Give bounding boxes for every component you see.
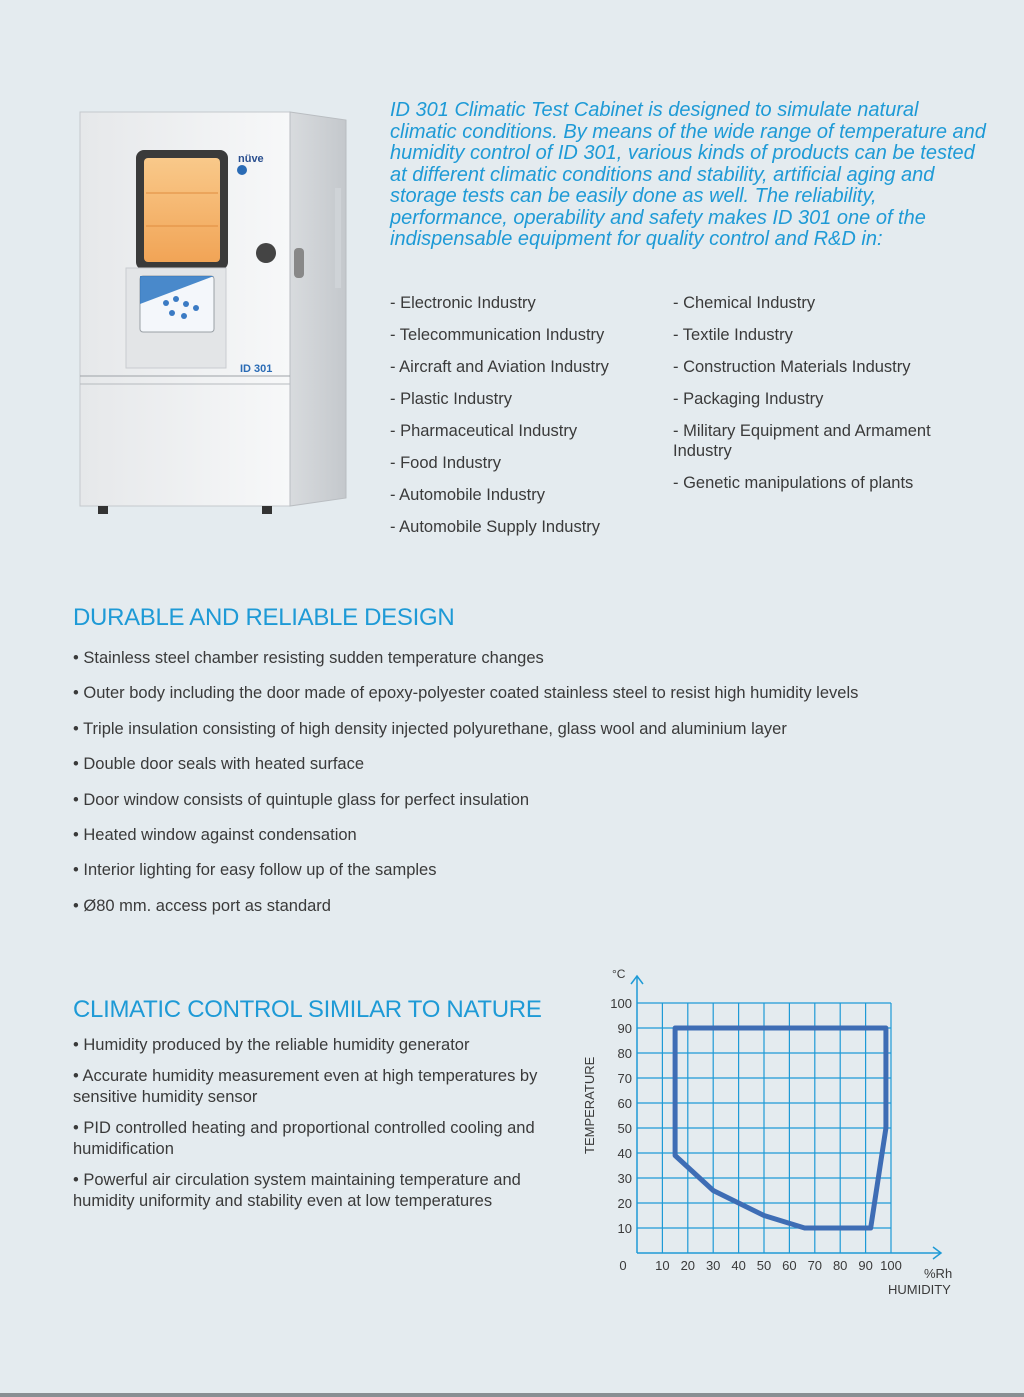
y-tick-label: 90 — [617, 1021, 632, 1036]
design-feature-item: • Interior lighting for easy follow up of the samples — [73, 861, 437, 880]
x-tick-label: 50 — [756, 1258, 772, 1273]
x-tick-label: 0 — [619, 1258, 627, 1273]
industry-item: - Textile Industry — [673, 326, 793, 344]
x-tick-label: 90 — [858, 1258, 873, 1273]
x-tick-label: 70 — [807, 1258, 823, 1273]
industry-item: - Automobile Industry — [390, 486, 545, 504]
model-label: ID 301 — [240, 363, 273, 375]
x-tick-label: 100 — [880, 1258, 902, 1273]
climate-feature-item: • Accurate humidity measurement even at high temperatures by sensitive humidity sensor — [73, 1066, 538, 1106]
climate-feature-list — [73, 1035, 553, 1222]
x-tick-label: 10 — [655, 1258, 670, 1273]
industry-item: - Automobile Supply Industry — [390, 518, 601, 536]
industry-item: - Electronic Industry — [390, 294, 536, 312]
industry-item: - Military Equipment and Armament Industry — [673, 422, 931, 460]
industry-item: - Pharmaceutical Industry — [390, 422, 578, 440]
climate-feature-item: • Powerful air circulation system maintaining temperature and humidity uniformity and stability even at low temperatures — [73, 1170, 521, 1210]
climate-chart — [570, 960, 970, 1305]
y-axis-title: TEMPERATURE — [582, 1056, 597, 1154]
x-tick-label: 20 — [680, 1258, 696, 1273]
industry-item: - Chemical Industry — [673, 294, 816, 312]
design-feature-item: • Triple insulation consisting of high density injected polyurethane, glass wool and aluminium layer — [73, 719, 787, 738]
y-unit-label: °C — [612, 967, 626, 981]
industry-item: - Construction Materials Industry — [673, 358, 911, 376]
brand-logo: nüve — [238, 153, 264, 165]
industry-item: - Food Industry — [390, 454, 501, 472]
x-axis-title: HUMIDITY — [888, 1282, 951, 1297]
y-tick-label: 20 — [617, 1196, 632, 1211]
design-feature-item: • Ø80 mm. access port as standard — [73, 896, 331, 915]
x-tick-label: 80 — [832, 1258, 848, 1273]
design-feature-list — [73, 647, 858, 930]
y-tick-label: 30 — [617, 1171, 632, 1186]
industry-item: - Packaging Industry — [673, 390, 824, 408]
y-tick-label: 100 — [610, 996, 632, 1011]
y-tick-label: 10 — [617, 1221, 632, 1236]
climate-feature-item: • PID controlled heating and proportional controlled cooling and humidification — [73, 1118, 535, 1158]
industry-item: - Genetic manipulations of plants — [673, 474, 914, 492]
y-tick-label: 80 — [617, 1046, 632, 1061]
y-tick-label: 60 — [617, 1096, 632, 1111]
x-tick-label: 30 — [705, 1258, 721, 1273]
design-feature-item: • Outer body including the door made of epoxy-polyester coated stainless steel to resist high humidity levels — [73, 684, 859, 703]
design-feature-item: • Double door seals with heated surface — [73, 755, 365, 774]
design-feature-item: • Door window consists of quintuple glass for perfect insulation — [73, 790, 530, 809]
intro-paragraph: ID 301 Climatic Test Cabinet is designed to simulate natural climatic conditions. By means of the wide range of temperature and humidity control of ID 301, various kinds of products can be tested at different climatic conditions and stability, artificial aging and storage tests can be easily done as well. The reliability, performance, operability and safety makes ID 301 one of the indispensable equipment for quality control and R&D in: — [390, 99, 986, 250]
product-image — [76, 108, 356, 518]
industry-item: - Aircraft and Aviation Industry — [390, 358, 609, 376]
climate-section-title: CLIMATIC CONTROL SIMILAR TO NATURE — [73, 996, 542, 1023]
design-section-title: DURABLE AND RELIABLE DESIGN — [73, 604, 455, 631]
industry-list-left — [390, 293, 670, 549]
y-tick-label: 70 — [617, 1071, 632, 1086]
x-tick-label: 40 — [731, 1258, 746, 1273]
industry-list-right — [673, 293, 973, 505]
x-unit-label: %Rh — [924, 1266, 953, 1281]
industry-item: - Plastic Industry — [390, 390, 512, 408]
y-tick-label: 50 — [617, 1121, 632, 1136]
climate-feature-item: • Humidity produced by the reliable humidity generator — [73, 1036, 470, 1054]
industry-item: - Telecommunication Industry — [390, 326, 605, 344]
x-tick-label: 60 — [782, 1258, 797, 1273]
design-feature-item: • Stainless steel chamber resisting sudden temperature changes — [73, 649, 544, 667]
bottom-rule — [0, 1393, 1024, 1397]
y-tick-label: 40 — [617, 1146, 632, 1161]
design-feature-item: • Heated window against condensation — [73, 825, 357, 844]
